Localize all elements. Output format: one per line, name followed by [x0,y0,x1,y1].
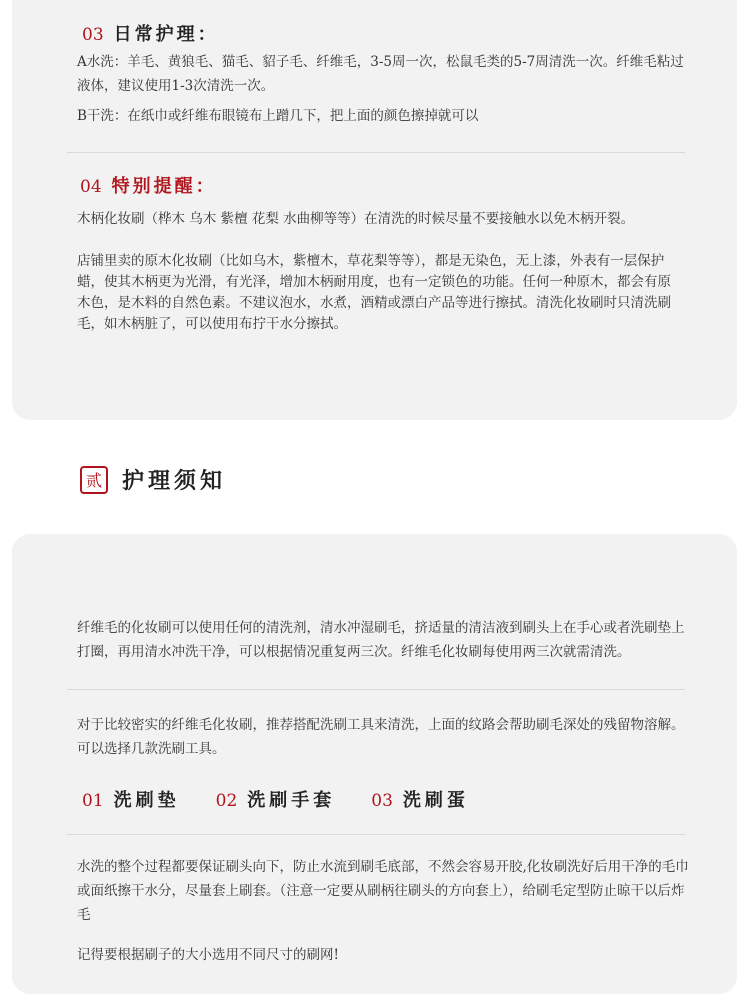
washing-process-text: 水洗的整个过程都要保证刷头向下，防止水流到刷毛底部，不然会容易开胶,化妆刷洗好后用干净的毛巾或面纸擦干水分，尽量套上刷套。（注意一定要从刷柄往刷头的方向套上），给刷毛定型防止晾干以后炸毛 [77,859,689,923]
tool-label: 洗刷手套 [247,790,336,811]
wash-a-text: A水洗：羊毛、黄狼毛、猫毛、貂子毛、纤维毛，3-5周一次，松鼠毛类的5-7周清洗一次。纤维毛粘过液体，建议使用1-3次清洗一次。 [77,54,684,94]
section-two-header [80,464,226,495]
wood-handle-warning: 木柄化妆刷（桦木 乌木 紫檀 花梨 水曲柳等等）在清洗的时候尽量不要接触水以免木柄开裂。 [77,211,635,227]
special-reminder-number: 04 [80,177,102,197]
tool-label: 洗刷垫 [113,790,180,811]
wash-b-text: B干洗：在纸巾或纤维布眼镜布上蹭几下，把上面的颜色擦掉就可以 [77,108,479,124]
brush-size-note: 记得要根据刷子的大小选用不同尺寸的刷网! [77,947,339,963]
tool-label: 洗刷蛋 [402,790,469,811]
divider [67,152,685,153]
tool-item-pad [82,786,180,812]
daily-care-heading [82,20,219,46]
tool-number: 01 [82,791,104,811]
special-reminder-title: 特别提醒： [111,176,217,197]
tool-number: 02 [215,791,238,811]
daily-care-number: 03 [82,25,104,45]
divider [67,834,685,835]
tool-item-glove [216,786,336,812]
section-title: 护理须知 [122,468,227,494]
tool-item-egg [371,786,469,812]
raw-wood-note: 店铺里卖的原木化妆刷（比如乌木，紫檀木，草花梨等等），都是无染色，无上漆，外表有一层保护蜡，使其木柄更为光滑，有光泽，增加木柄耐用度，也有一定锁色的功能。任何一种原木，都会有原木色，是木料的自然色素。不建议泡水，水煮，酒精或漂白产品等进行擦拭。清洗化妆刷时只清洗刷毛，如木柄脏了，可以使用布拧干水分擦拭。 [77,253,671,332]
dense-brush-text: 对于比较密实的纤维毛化妆刷，推荐搭配洗刷工具来清洗，上面的纹路会帮助刷毛深处的残留物溶解。可以选择几款洗刷工具。 [77,717,685,757]
cleaning-tools-list [82,786,505,812]
divider [67,689,685,690]
tool-number: 03 [371,791,393,811]
special-reminder-heading [80,172,217,198]
fiber-brush-text: 纤维毛的化妆刷可以使用任何的清洗剂，清水冲湿刷毛，挤适量的清洁液到刷头上在手心或者洗刷垫上打圈，再用清水冲洗干净，可以根据情况重复两三次。纤维毛化妆刷每使用两三次就需清洗。 [77,620,685,660]
section-badge-icon: 贰 [80,466,108,494]
daily-care-title: 日常护理： [113,24,219,45]
